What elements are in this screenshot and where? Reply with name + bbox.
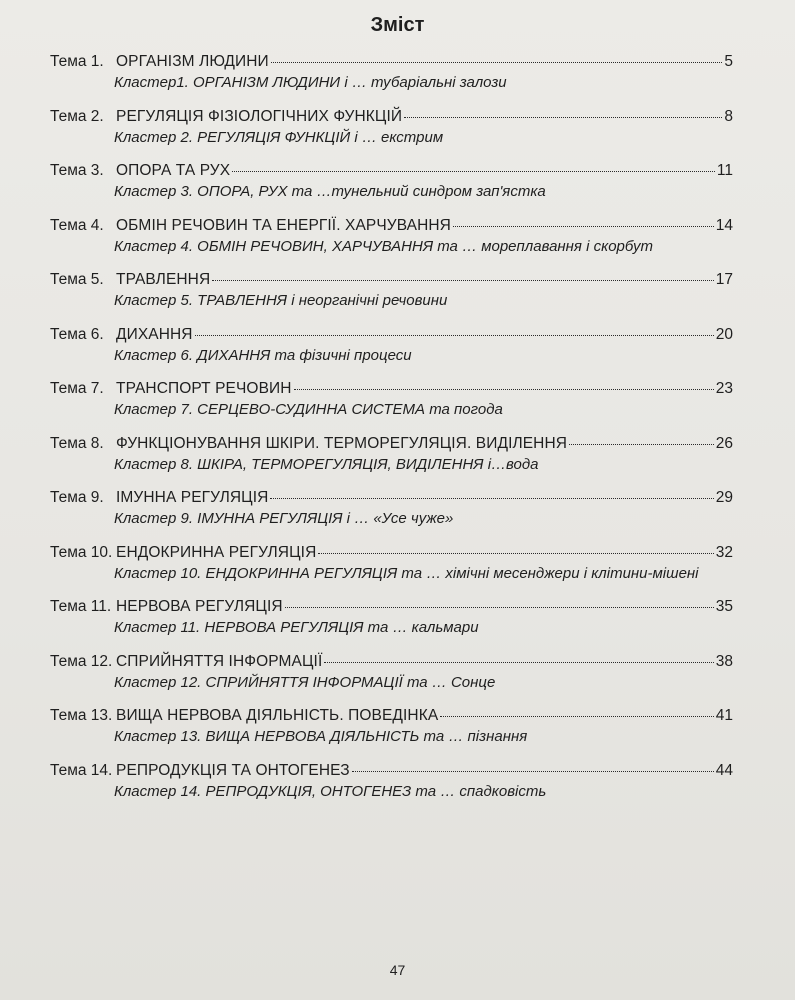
topic-label: Тема 12. — [50, 652, 113, 670]
topic-label: Тема 2. — [50, 107, 104, 125]
dot-leader — [352, 770, 714, 772]
page-title: Зміст — [370, 14, 425, 36]
topic-title: ВИЩА НЕРВОВА ДІЯЛЬНІСТЬ. ПОВЕДІНКА — [116, 707, 439, 724]
dot-leader — [212, 279, 713, 281]
toc-topic-line — [50, 435, 733, 453]
toc-entry — [0, 648, 795, 703]
toc-entry — [0, 375, 795, 430]
topic-page-number: 29 — [715, 489, 733, 506]
topic-label: Тема 8. — [50, 434, 104, 452]
topic-page-number: 44 — [715, 761, 733, 779]
toc-topic-line — [50, 217, 733, 235]
cluster-line: Кластер 8. ШКІРА, ТЕРМОРЕГУЛЯЦІЯ, ВИДІЛЕННЯ і…вода — [114, 455, 539, 473]
cluster-line: Кластер 10. ЕНДОКРИННА РЕГУЛЯЦІЯ та … хімічні месенджери і клітини-мішені — [114, 564, 699, 582]
dot-leader — [440, 715, 713, 717]
toc-entry — [0, 593, 795, 648]
cluster-line: Кластер 2. РЕГУЛЯЦІЯ ФУНКЦІЙ і … екстрим — [114, 128, 444, 146]
topic-label: Тема 3. — [50, 162, 104, 179]
cluster-line: Кластер 6. ДИХАННЯ та фізичні процеси — [114, 346, 412, 364]
cluster-line: Кластер 11. НЕРВОВА РЕГУЛЯЦІЯ та … кальмари — [114, 619, 479, 636]
topic-title: ТРАВЛЕННЯ — [116, 271, 211, 288]
toc-topic-line — [50, 108, 733, 126]
dot-leader — [404, 116, 722, 118]
toc-entry — [0, 266, 795, 321]
topic-page-number: 20 — [715, 325, 733, 343]
topic-label: Тема 7. — [50, 380, 104, 397]
topic-page-number: 5 — [724, 53, 733, 70]
cluster-line: Кластер 9. ІМУННА РЕГУЛЯЦІЯ і … «Усе чуже» — [114, 510, 454, 527]
dot-leader — [195, 334, 714, 336]
topic-page-number: 35 — [715, 598, 733, 615]
cluster-line: Кластер 14. РЕПРОДУКЦІЯ, ОНТОГЕНЕЗ та … спадковість — [114, 782, 547, 800]
topic-title: РЕГУЛЯЦІЯ ФІЗІОЛОГІЧНИХ ФУНКЦІЙ — [116, 107, 403, 125]
toc-entry — [0, 103, 795, 158]
topic-title: ІМУННА РЕГУЛЯЦІЯ — [116, 489, 269, 506]
dot-leader — [453, 225, 714, 227]
topic-label: Тема 14. — [50, 761, 113, 779]
toc-entry — [0, 484, 795, 539]
toc-entry — [0, 757, 795, 812]
toc-topic-line — [50, 653, 733, 671]
topic-page-number: 26 — [715, 434, 733, 452]
toc-topic-line — [50, 762, 733, 780]
toc-topic-line — [50, 53, 733, 71]
dot-leader — [285, 606, 714, 608]
toc-topic-line — [50, 271, 733, 289]
dot-leader — [324, 661, 713, 663]
toc-entry — [0, 48, 795, 103]
topic-page-number: 38 — [715, 652, 733, 670]
topic-label: Тема 5. — [50, 271, 104, 288]
dot-leader — [318, 552, 713, 554]
topic-title: РЕПРОДУКЦІЯ ТА ОНТОГЕНЕЗ — [116, 761, 350, 779]
cluster-line: Кластер 7. СЕРЦЕВО-СУДИННА СИСТЕМА та погода — [114, 401, 503, 418]
topic-title: ОПОРА ТА РУХ — [116, 162, 231, 179]
toc-topic-line — [50, 380, 733, 398]
toc-entry — [0, 702, 795, 757]
topic-title: СПРИЙНЯТТЯ ІНФОРМАЦІЇ — [116, 652, 323, 670]
topic-label: Тема 6. — [50, 325, 104, 343]
toc-entry — [0, 430, 795, 485]
topic-label: Тема 11. — [50, 598, 112, 615]
topic-page-number: 41 — [715, 707, 733, 724]
topic-page-number: 14 — [715, 216, 733, 234]
table-of-contents — [0, 48, 795, 811]
toc-topic-line — [50, 162, 733, 180]
toc-topic-line — [50, 489, 733, 507]
topic-label: Тема 1. — [50, 53, 104, 70]
toc-entry — [0, 539, 795, 594]
toc-entry — [0, 157, 795, 212]
dot-leader — [232, 170, 715, 172]
cluster-line: Кластер1. ОРГАНІЗМ ЛЮДИНИ і … тубаріальні залози — [114, 74, 507, 91]
toc-topic-line — [50, 707, 733, 725]
page-number: 47 — [389, 962, 406, 978]
topic-page-number: 17 — [715, 271, 733, 288]
dot-leader — [294, 388, 714, 390]
toc-entry — [0, 321, 795, 376]
dot-leader — [271, 61, 723, 63]
cluster-line: Кластер 12. СПРИЙНЯТТЯ ІНФОРМАЦІЇ та … Сонце — [114, 673, 496, 691]
topic-page-number: 8 — [724, 107, 733, 125]
topic-label: Тема 13. — [50, 707, 113, 724]
cluster-line: Кластер 13. ВИЩА НЕРВОВА ДІЯЛЬНІСТЬ та … пізнання — [114, 728, 528, 745]
dot-leader — [569, 443, 714, 445]
topic-title: ДИХАННЯ — [116, 325, 193, 343]
toc-topic-line — [50, 598, 733, 616]
topic-page-number: 32 — [715, 543, 733, 561]
cluster-line: Кластер 3. ОПОРА, РУХ та …тунельний синдром зап'ястка — [114, 183, 546, 200]
cluster-line: Кластер 4. ОБМІН РЕЧОВИН, ХАРЧУВАННЯ та … мореплавання і скорбут — [114, 237, 653, 255]
cluster-line: Кластер 5. ТРАВЛЕННЯ і неорганічні речовини — [114, 292, 448, 309]
topic-label: Тема 4. — [50, 216, 104, 234]
topic-title: ОБМІН РЕЧОВИН ТА ЕНЕРГІЇ. ХАРЧУВАННЯ — [116, 216, 451, 234]
toc-entry — [0, 212, 795, 267]
topic-label: Тема 10. — [50, 543, 113, 561]
topic-page-number: 23 — [715, 380, 733, 397]
topic-title: ТРАНСПОРТ РЕЧОВИН — [116, 380, 292, 397]
topic-title: ФУНКЦІОНУВАННЯ ШКІРИ. ТЕРМОРЕГУЛЯЦІЯ. ВИДІЛЕННЯ — [116, 434, 568, 452]
topic-page-number: 11 — [716, 162, 733, 179]
topic-title: ОРГАНІЗМ ЛЮДИНИ — [116, 53, 269, 70]
topic-label: Тема 9. — [50, 489, 104, 506]
toc-topic-line — [50, 544, 733, 562]
topic-title: НЕРВОВА РЕГУЛЯЦІЯ — [116, 598, 283, 615]
topic-title: ЕНДОКРИННА РЕГУЛЯЦІЯ — [116, 543, 317, 561]
dot-leader — [270, 497, 713, 499]
toc-topic-line — [50, 326, 733, 344]
